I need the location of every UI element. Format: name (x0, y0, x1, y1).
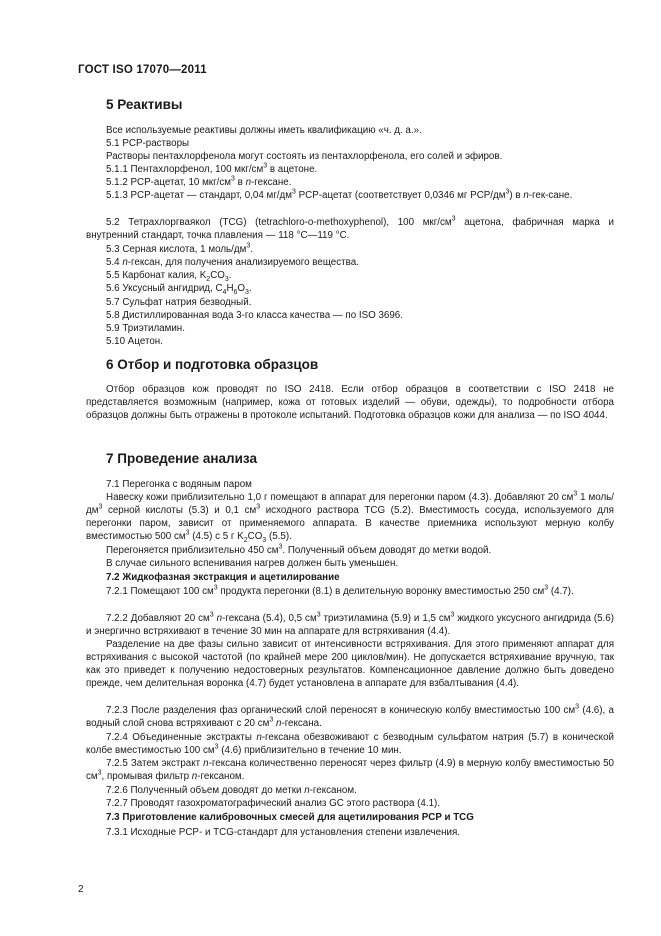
item-7-1-paragraph-3: В случае сильного вспенивания нагрев должен быть уменьшен. (106, 558, 399, 569)
item-5-1-1: 5.1.1 Пентахлорфенол, 100 мкг/$см^3$ в ацетоне. (106, 162, 318, 175)
item-7-2-2: 7.2.2 Добавляют 20 $см^3$ n-гексана (5.4), 0,5 $см^3$ триэтиламина (5.9) и 1,5 $см^3$ жидкого уксусного ангидрида (5.6) и энергично встряхивают в течение 30 мин на аппарате для встряхивания (4.4). (86, 611, 614, 638)
item-5-3: 5.3 Серная кислота, 1 моль/$дм^3$. (106, 242, 253, 255)
section-6-text: Отбор образцов кож проводят по ISO 2418. Если отбор образцов в соответствии с ISO 2418 не представляется возможным (например, кожа от готовых изделий — обуви, одежды), то подробности отбора образцов должны быть отражены в протоколе испытаний. Подготовка образцов кожи для анализа — по ISO 4044. (86, 384, 614, 422)
item-5-2: 5.2 Тетрахлоргваякол (TCG) (tetrachloro-o-methoxyphenol), 100 мкг/$см^3$ ацетона, фабричная марка и внутренний стандарт, точка плавления — 118 °C—119 °C. (86, 215, 615, 242)
item-5-8: 5.8 Дистиллированная вода 3-го класса качества — по ISO 3696. (106, 310, 403, 321)
item-7-2-1: 7.2.1 Помещают 100 $см^3$ продукта перегонки (8.1) в делительную воронку вместимостью 250 $см^3$ (4.7). (106, 584, 574, 597)
item-5-9: 5.9 Триэтиламин. (106, 323, 185, 334)
page-number: 2 (78, 884, 84, 895)
item-7-1-paragraph-2: Перегоняется приблизительно 450 $см^3$. Полученный объем доводят до метки водой. (106, 543, 492, 556)
item-5-7: 5.7 Сульфат натрия безводный. (106, 297, 252, 308)
item-7-2-6: 7.2.6 Полученный объем доводят до метки n-гексаном. (106, 785, 357, 796)
section-5-intro: Все используемые реактивы должны иметь квалификацию «ч. д. а.». (106, 125, 422, 136)
section-5-title: 5 Реактивы (106, 97, 183, 112)
section-7-title: 7 Проведение анализа (106, 451, 257, 466)
item-7-2-5: 7.2.5 Затем экстракт n-гексана количественно переносят через фильтр (4.9) в мерную колбу вместимостью 50 $см^3$, промывая фильтр n-гексаном. (86, 758, 614, 783)
item-7-1: 7.1 Перегонка с водяным паром (106, 479, 252, 490)
item-5-1-2: 5.1.2 PCP-ацетат, 10 мкг/$см^3$ в n-гексане. (106, 175, 292, 188)
item-7-3-1: 7.3.1 Исходные PCP- и TCG-стандарт для установления степени извлечения. (106, 827, 461, 838)
item-5-10: 5.10 Ацетон. (106, 336, 163, 347)
item-7-2-7: 7.2.7 Проводят газохроматографический анализ GC этого раствора (4.1). (106, 798, 440, 809)
item-5-4: 5.4 n-гексан, для получения анализируемого вещества. (106, 257, 359, 268)
item-7-2-4: 7.2.4 Объединенные экстракты n-гексана обезвоживают с безводным сульфатом натрия (5.7) в конической колбе вместимостью 100 $см^3$ (4.6) приблизительно в течение 10 мин. (86, 732, 614, 757)
document-header: ГОСТ ISO 17070—2011 (78, 64, 207, 76)
item-7-2-2-paragraph-2: Разделение на две фазы сильно зависит от интенсивности встряхивания. Для этого применяют аппарат для встряхивания с высокой частотой (по крайней мере 200 циклов/мин). Не допускается встряхивание вручную, так как это приведет к получению недостоверных результатов. Компенсационное давление должно быть доведено прежде, чем делительная воронка (4.7) будет установлена в аппарате для взбалтывания (4.4). (86, 639, 614, 690)
section-6-title: 6 Отбор и подготовка образцов (106, 357, 319, 372)
item-5-1: 5.1 PCP-растворы (106, 138, 190, 149)
item-7-3-heading: 7.3 Приготовление калибровочных смесей для ацетилирования PCP и TCG (106, 812, 474, 823)
item-5-1-text: Растворы пентахлорфенола могут состоять из пентахлорфенола, его солей и эфиров. (106, 151, 503, 162)
item-5-5: 5.5 Карбонат калия, $K_2CO_3$. (106, 270, 232, 283)
item-5-1-3: 5.1.3 PCP-ацетат — стандарт, 0,04 $мг/дм^3$ PCP-ацетат (соответствует 0,0346 мг PCP/$дм^3$) в n-гек-сане. (106, 188, 573, 201)
item-7-2-heading: 7.2 Жидкофазная экстракция и ацетилирование (106, 572, 340, 583)
item-7-2-3: 7.2.3 После разделения фаз органический слой переносят в коническую колбу вместимостью 100 $см^3$ (4.6), а водный слой снова встряхивают с 20 $см^3$ n-гексана. (86, 703, 614, 730)
item-5-6: 5.6 Уксусный ангидрид, $C_4H_6O_3$. (106, 283, 252, 296)
item-7-1-paragraph-1: Навеску кожи приблизительно 1,0 г помещают в аппарат для перегонки паром (4.3). Добавляют 20 $см^3$ 1 моль/$дм^3$ серной кислоты (5.3) и 0,1 $см^3$ исходного раствора TCG (5.2). Вместимость сосуда, используемого для перегонки паром, зависит от применяемого аппарата. В качестве приемника используют мерную колбу вместимостью 500 $см^3$ (4.5) с 5 г $K_2CO_3$ (5.5). (86, 490, 614, 545)
